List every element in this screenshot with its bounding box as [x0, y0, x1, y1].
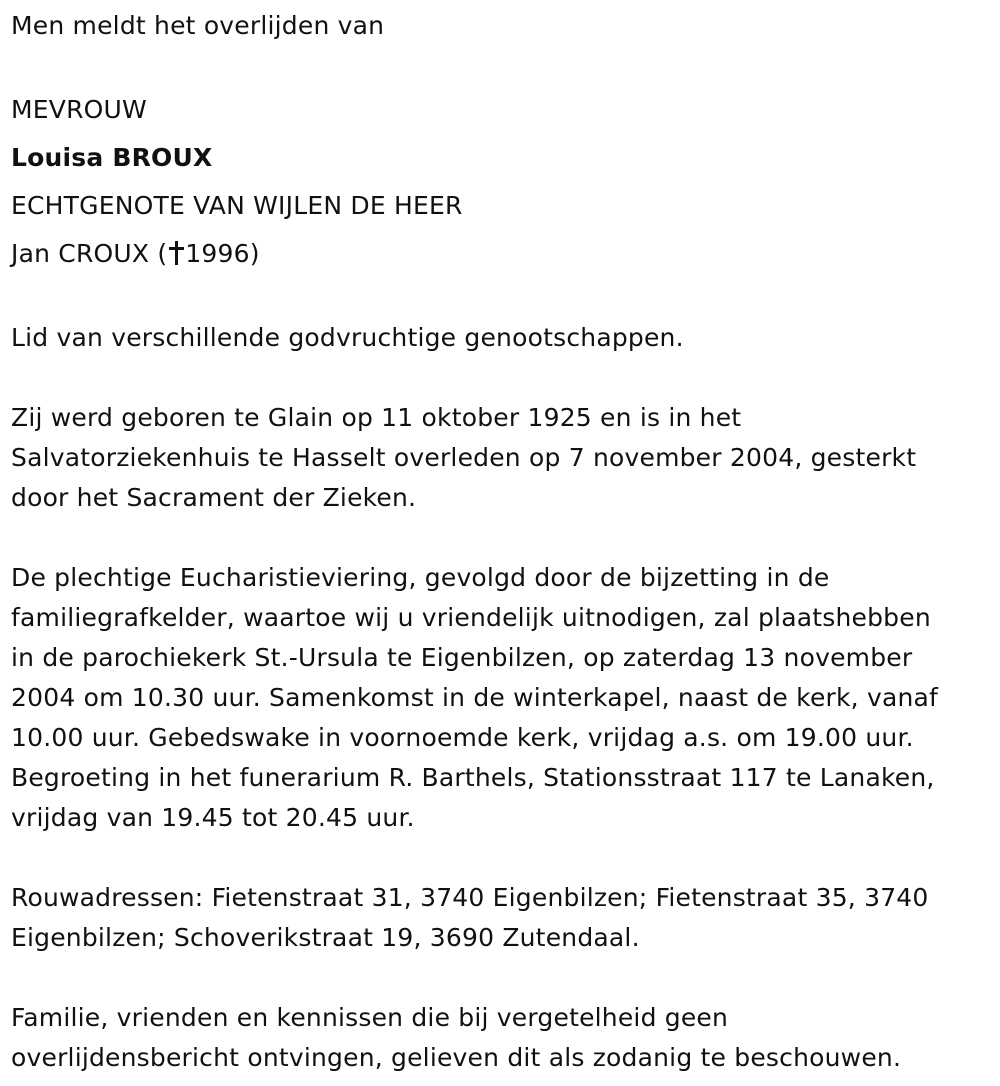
paragraph-line: Zij werd geboren te Glain op 11 oktober 1925 en is in het [11, 403, 742, 432]
paragraph-line: Eigenbilzen; Schoverikstraat 19, 3690 Zutendaal. [11, 923, 640, 952]
paragraph-line: familiegrafkelder, waartoe wij u vriendelijk uitnodigen, zal plaatshebben [11, 603, 931, 632]
person-name: Louisa BROUX [11, 143, 213, 172]
person-relation: ECHTGENOTE VAN WIJLEN DE HEER [11, 191, 463, 220]
paragraph-line: 2004 om 10.30 uur. Samenkomst in de winterkapel, naast de kerk, vanaf [11, 683, 939, 712]
paragraph-line: Salvatorziekenhuis te Hasselt overleden op 7 november 2004, gesterkt [11, 443, 917, 472]
addresses-paragraph [11, 878, 986, 958]
paragraph-line: in de parochiekerk St.-Ursula te Eigenbilzen, op zaterdag 13 november [11, 643, 913, 672]
paragraph-line: Begroeting in het funerarium R. Barthels, Stationsstraat 117 te Lanaken, [11, 763, 935, 792]
spacer [11, 958, 986, 998]
paragraph-line: door het Sacrament der Zieken. [11, 483, 417, 512]
latin-cross-icon [169, 241, 183, 265]
death-notice [11, 6, 986, 1078]
person-block [11, 86, 986, 278]
spouse-death-year: 1996) [185, 239, 260, 268]
spacer [11, 278, 986, 318]
ceremony-paragraph [11, 558, 986, 838]
intro-text: Men meldt het overlijden van [11, 11, 385, 40]
birth-death-paragraph [11, 398, 986, 518]
paragraph-line: De plechtige Eucharistieviering, gevolgd door de bijzetting in de [11, 563, 830, 592]
person-title: MEVROUW [11, 95, 147, 124]
membership-text: Lid van verschillende godvruchtige genootschappen. [11, 323, 684, 352]
paragraph-line: vrijdag van 19.45 tot 20.45 uur. [11, 803, 415, 832]
spouse-name: Jan CROUX ( [11, 239, 168, 268]
paragraph-line: Rouwadressen: Fietenstraat 31, 3740 Eigenbilzen; Fietenstraat 35, 3740 [11, 883, 929, 912]
paragraph-line: 10.00 uur. Gebedswake in voornoemde kerk, vrijdag a.s. om 19.00 uur. [11, 723, 914, 752]
paragraph-line: Familie, vrienden en kennissen die bij vergetelheid geen [11, 1003, 729, 1032]
spacer [11, 518, 986, 558]
spacer [11, 838, 986, 878]
spacer [11, 358, 986, 398]
spouse-line [11, 230, 986, 278]
paragraph-line: overlijdensbericht ontvingen, gelieven dit als zodanig te beschouwen. [11, 1043, 902, 1072]
spacer [11, 46, 986, 86]
closing-paragraph [11, 998, 986, 1078]
